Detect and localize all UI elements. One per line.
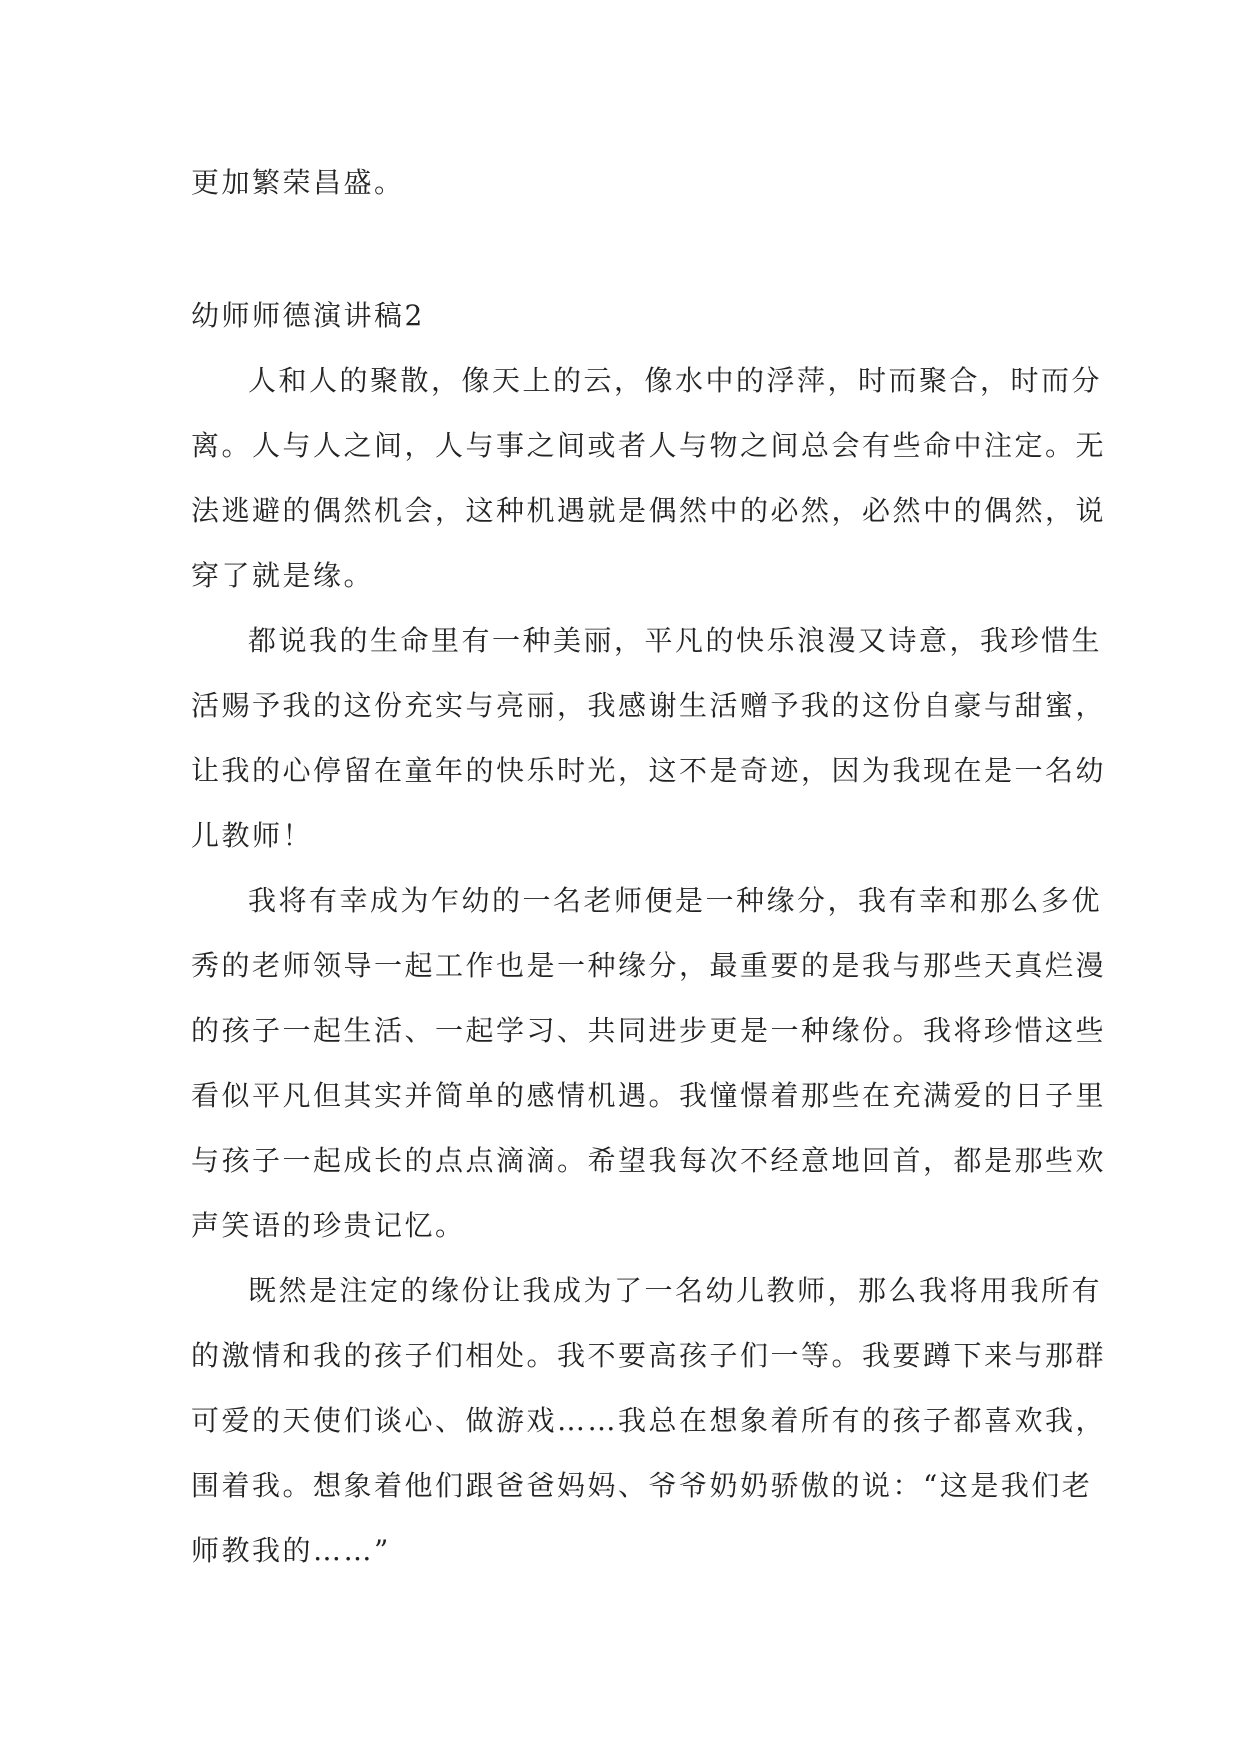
paragraph-3-line-4: 看似平凡但其实并简单的感情机遇。我憧憬着那些在充满爱的日子里 [191, 1079, 1107, 1112]
paragraph-4-line-5: 师教我的……” [191, 1534, 391, 1567]
paragraph-3-line-1: 我将有幸成为乍幼的一名老师便是一种缘分，我有幸和那么多优 [248, 884, 1103, 917]
paragraph-1-line-4: 穿了就是缘。 [191, 559, 375, 592]
paragraph-4-line-1: 既然是注定的缘份让我成为了一名幼儿教师，那么我将用我所有 [248, 1274, 1103, 1307]
heading-text: 幼师师德演讲稿2 [191, 299, 425, 332]
paragraph-3-line-6: 声笑语的珍贵记忆。 [191, 1209, 466, 1242]
paragraph-3-line-2: 秀的老师领导一起工作也是一种缘分，最重要的是我与那些天真烂漫 [191, 949, 1107, 982]
paragraph-1-line-1: 人和人的聚散，像天上的云，像水中的浮萍，时而聚合，时而分 [248, 364, 1103, 397]
paragraph-1-line-2: 离。人与人之间，人与事之间或者人与物之间总会有些命中注定。无 [191, 429, 1107, 462]
paragraph-2-line-3: 让我的心停留在童年的快乐时光，这不是奇迹，因为我现在是一名幼 [191, 754, 1107, 787]
paragraph-4-line-3: 可爱的天使们谈心、做游戏……我总在想象着所有的孩子都喜欢我， [191, 1404, 1107, 1437]
paragraph-3-line-3: 的孩子一起生活、一起学习、共同进步更是一种缘份。我将珍惜这些 [191, 1014, 1107, 1047]
paragraph-1-line-3: 法逃避的偶然机会，这种机遇就是偶然中的必然，必然中的偶然，说 [191, 494, 1107, 527]
paragraph-4-line-4: 围着我。想象着他们跟爸爸妈妈、爷爷奶奶骄傲的说：“这是我们老 [191, 1469, 1093, 1502]
section-heading [191, 283, 1061, 348]
paragraph-2-line-4: 儿教师！ [191, 819, 314, 852]
paragraph-4-line-2: 的激情和我的孩子们相处。我不要高孩子们一等。我要蹲下来与那群 [191, 1339, 1107, 1372]
paragraph-2-line-1: 都说我的生命里有一种美丽，平凡的快乐浪漫又诗意，我珍惜生 [248, 624, 1103, 657]
paragraph-2-line-2: 活赐予我的这份充实与亮丽，我感谢生活赠予我的这份自豪与甜蜜， [191, 689, 1107, 722]
paragraph-3-line-5: 与孩子一起成长的点点滴滴。希望我每次不经意地回首，都是那些欢 [191, 1144, 1107, 1177]
fragment-paragraph [191, 150, 1061, 215]
fragment-line: 更加繁荣昌盛。 [191, 166, 405, 199]
body-text [191, 348, 1107, 1583]
